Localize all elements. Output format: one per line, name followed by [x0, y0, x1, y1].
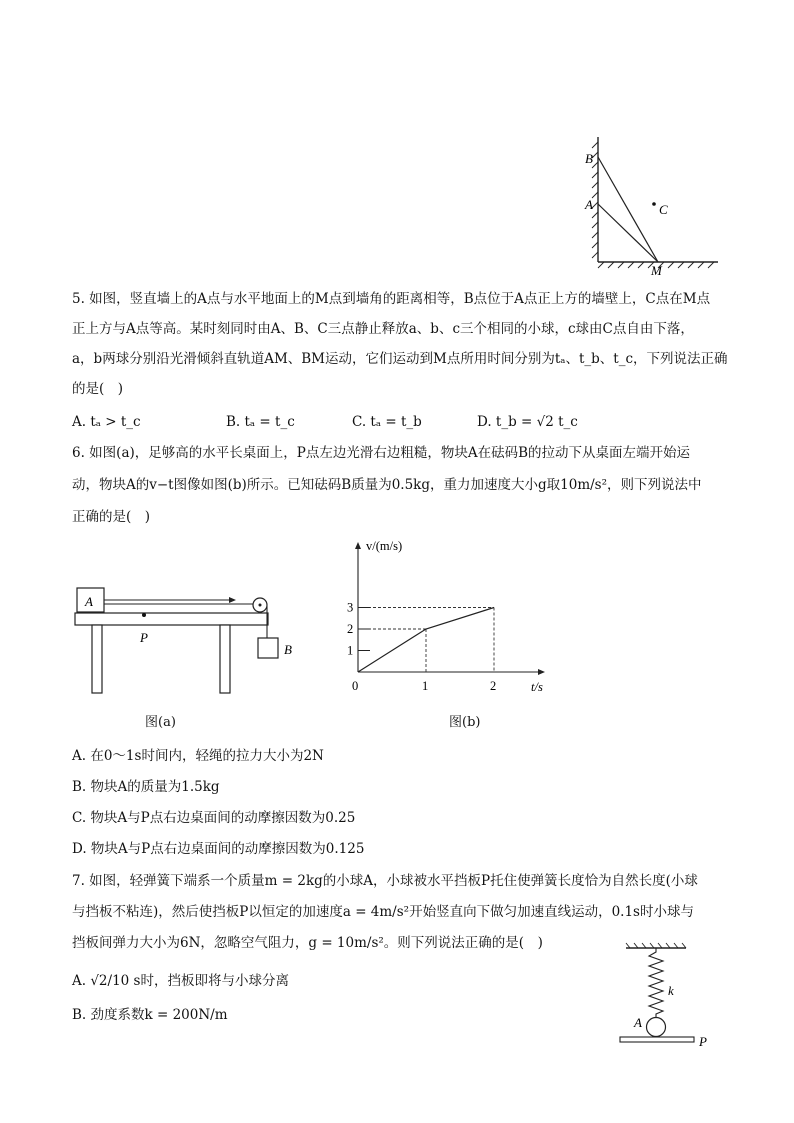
label-k: k: [668, 983, 674, 998]
q7-line-2: 与挡板不粘连)，然后使挡板P以恒定的加速度a = 4m/s²开始竖直向下做匀加速直线运动，0.1s时小球与: [72, 904, 694, 920]
q5-option-b: B. tₐ = t_c: [226, 414, 295, 430]
point-p: [142, 613, 146, 617]
origin-label: 0: [352, 679, 359, 693]
q5-line-4: 的是( ): [72, 381, 124, 397]
q6-figure-b: [330, 535, 560, 695]
label-a: A: [585, 197, 593, 212]
q5-option-c: C. tₐ = t_b: [352, 414, 422, 430]
label-b: B: [284, 642, 292, 657]
q6-option-b: B. 物块A的质量为1.5kg: [72, 779, 220, 795]
q6-option-c: C. 物块A与P点右边桌面间的动摩擦因数为0.25: [72, 810, 356, 826]
label-p: P: [699, 1034, 707, 1049]
track-bm: [598, 157, 658, 262]
q6-option-a: A. 在0～1s时间内，轻绳的拉力大小为2N: [72, 748, 324, 764]
plate-p: [620, 1037, 694, 1042]
label-p: P: [140, 630, 148, 645]
tabletop: [75, 613, 268, 625]
label-b: B: [585, 151, 593, 166]
y-tick-label: 1: [347, 643, 354, 658]
q6-line-1: 6. 如图(a)，足够高的水平长桌面上，P点左边光滑右边粗糙，物块A在砝码B的拉动下从桌面左端开始运: [72, 445, 691, 461]
q5-line-3: a，b两球分别沿光滑倾斜直轨道AM、BM运动，它们运动到M点所用时间分别为tₐ、t_b、t_c，下列说法正确: [72, 351, 728, 367]
table-leg-right: [220, 625, 230, 693]
q6-line-3: 正确的是( ): [72, 509, 151, 525]
figure-a-caption: 图(a): [145, 715, 176, 730]
x-tick-label: 1: [422, 679, 429, 693]
label-a: A: [634, 1015, 642, 1030]
q6-line-2: 动，物块A的v−t图像如图(b)所示。已知砝码B质量为0.5kg，重力加速度大小g取10m/s²，则下列说法中: [72, 477, 702, 493]
ball-a: [647, 1018, 666, 1037]
q7-figure: [612, 940, 722, 1050]
spring: [649, 948, 663, 1017]
y-axis-label: v/(m/s): [366, 539, 403, 553]
x-tick-label: 2: [490, 679, 497, 693]
q7-line-1: 7. 如图，轻弹簧下端系一个质量m = 2kg的小球A，小球被水平挡板P托住使弹簧长度恰为自然长度(小球: [72, 873, 698, 889]
y-tick-label: 2: [347, 622, 354, 636]
q5-option-a: A. tₐ > t_c: [72, 414, 141, 430]
table-leg-left: [92, 625, 102, 693]
label-m: M: [651, 263, 662, 277]
q6-option-d: D. 物块A与P点右边桌面间的动摩擦因数为0.125: [72, 841, 365, 857]
x-axis-label: t/s: [531, 680, 543, 694]
label-a: A: [85, 594, 93, 609]
point-c: [652, 202, 656, 206]
figure-b-caption: 图(b): [449, 715, 481, 730]
q5-option-d: D. t_b = √2 t_c: [477, 414, 578, 430]
q7-option-b: B. 劲度系数k = 200N/m: [72, 1007, 228, 1023]
label-c: C: [659, 202, 668, 217]
y-tick-label: 3: [347, 600, 354, 615]
q5-line-2: 正上方与A点等高。某时刻同时由A、B、C三点静止释放a、b、c三个相同的小球，c球由C点自由下落，: [72, 321, 694, 337]
q7-option-a: A. √2/10 s时，挡板即将与小球分离: [72, 973, 289, 989]
q7-line-3: 挡板间弹力大小为6N，忽略空气阻力，g = 10m/s²。则下列说法正确的是( ): [72, 935, 543, 951]
q5-figure: [578, 132, 728, 277]
q5-line-1: 5. 如图，竖直墙上的A点与水平地面上的M点到墙角的距离相等，B点位于A点正上方的墙壁上，C点在M点: [72, 291, 711, 307]
track-am: [598, 204, 658, 262]
q6-figure-a: [70, 580, 310, 700]
weight-b: [258, 638, 278, 658]
